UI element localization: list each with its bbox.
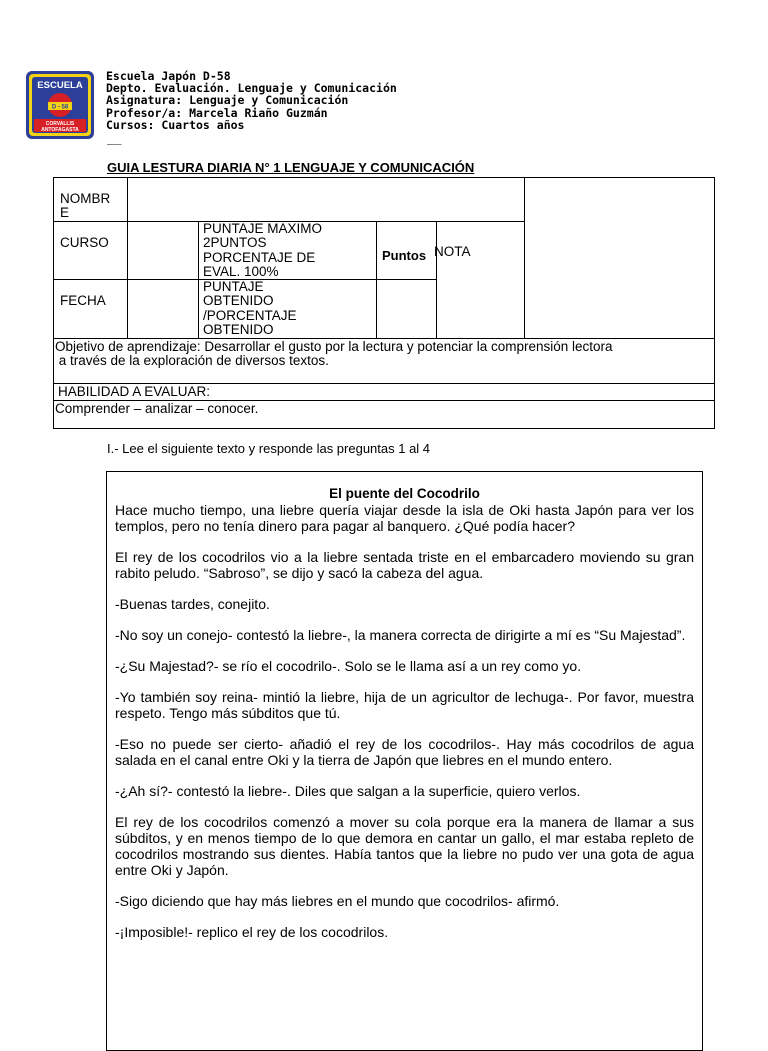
reading-paragraph: -Yo también soy reina- mintió la liebre, hija de un agricultor de lechuga-. Por favor, muestra respeto. Tengo más súbditos que tú. [115,689,694,721]
puntos-label: Puntos [382,248,427,263]
habilidad-label: HABILIDAD A EVALUAR: [58,384,211,399]
habilidad-value: Comprender – analizar – conocer. [55,401,259,416]
curso-label: CURSO [60,235,109,250]
header-underscore: __ [107,131,122,145]
reading-paragraph: -¿Su Majestad?- se río el cocodrilo-. Solo se le llama así a un rey como yo. [115,658,582,674]
header-teacher: Profesor/a: Marcela Riaño Guzmán [106,105,328,120]
logo-badge: D - 58 [51,104,69,111]
nombre-label: NOMBR E [60,191,111,221]
reading-paragraph: El rey de los cocodrilos vio a la liebre sentada triste en el embarcadero moviendo su gran rabito peludo. “Sabroso”, se dijo y sacó la cabeza del agua. [115,549,694,581]
puntaje-maximo-cell: PUNTAJE MAXIMO 2PUNTOS PORCENTAJE DE EVAL. 100% [203,221,323,280]
header-school: Escuela Japón D-58 [106,69,231,83]
header-department: Depto. Evaluación. Lenguaje y Comunicación [106,81,397,96]
reading-paragraph: El rey de los cocodrilos comenzó a mover su cola porque era la manera de llamar a sus súbditos, y en menos tiempo de lo que demora en cantar un gallo, el mar estaba repleto de cocodrilos mostrando sus dientes. Había tantos que la liebre no pudo ver una gota de agua entre Oki y Japón. [115,814,694,878]
reading-paragraph: -Buenas tardes, conejito. [115,596,270,612]
header-subject: Asignatura: Lenguaje y Comunicación [106,93,349,108]
guide-title: GUIA LESTURA DIARIA N° 1 LENGUAJE Y COMUNICACIÓN [107,160,475,175]
school-logo [26,71,94,139]
reading-paragraph: -Sigo diciendo que hay más liebres en el mundo que cocodrilos- afirmó. [115,893,560,909]
reading-paragraph: Hace mucho tiempo, una liebre quería viajar desde la isla de Oki hasta Japón para ver los templos, pero no tenía dinero para pagar al banquero. ¿Qué podía hacer? [115,502,694,534]
instruction: I.- Lee el siguiente texto y responde las preguntas 1 al 4 [107,441,431,456]
logo-ribbon-line2: ANTOFAGASTA [41,127,79,133]
logo-school-word: ESCUELA [37,80,83,91]
fecha-label: FECHA [60,293,106,308]
reading-paragraph: -Eso no puede ser cierto- añadió el rey de los cocodrilos-. Hay más cocodrilos de agua salada en el canal entre Oki y la tierra de Japón que liebres en el mundo entero. [115,736,694,768]
puntaje-obtenido-cell: PUNTAJE OBTENIDO /PORCENTAJE OBTENIDO [203,279,297,338]
reading-paragraph: -No soy un conejo- contestó la liebre-, la manera correcta de dirigirte a mí es “Su Majestad”. [115,627,686,643]
reading-box [106,471,703,1051]
reading-paragraph: -¿Ah sí?- contestó la liebre-. Diles que salgan a la superficie, quiero verlos. [115,783,581,799]
reading-paragraph: -¡Imposible!- replico el rey de los cocodrilos. [115,924,389,940]
objetivo-text: Objetivo de aprendizaje: Desarrollar el gusto por la lectura y potenciar la comprensión lectora a través de la exploración de diversos textos. [55,339,613,369]
header-courses: Cursos: Cuartos años [106,117,245,132]
school-header [106,70,397,131]
nota-label: NOTA [434,244,471,259]
logo-ribbon-line1: CORVALLIS [45,121,75,127]
reading-title: El puente del Cocodrilo [329,486,480,501]
